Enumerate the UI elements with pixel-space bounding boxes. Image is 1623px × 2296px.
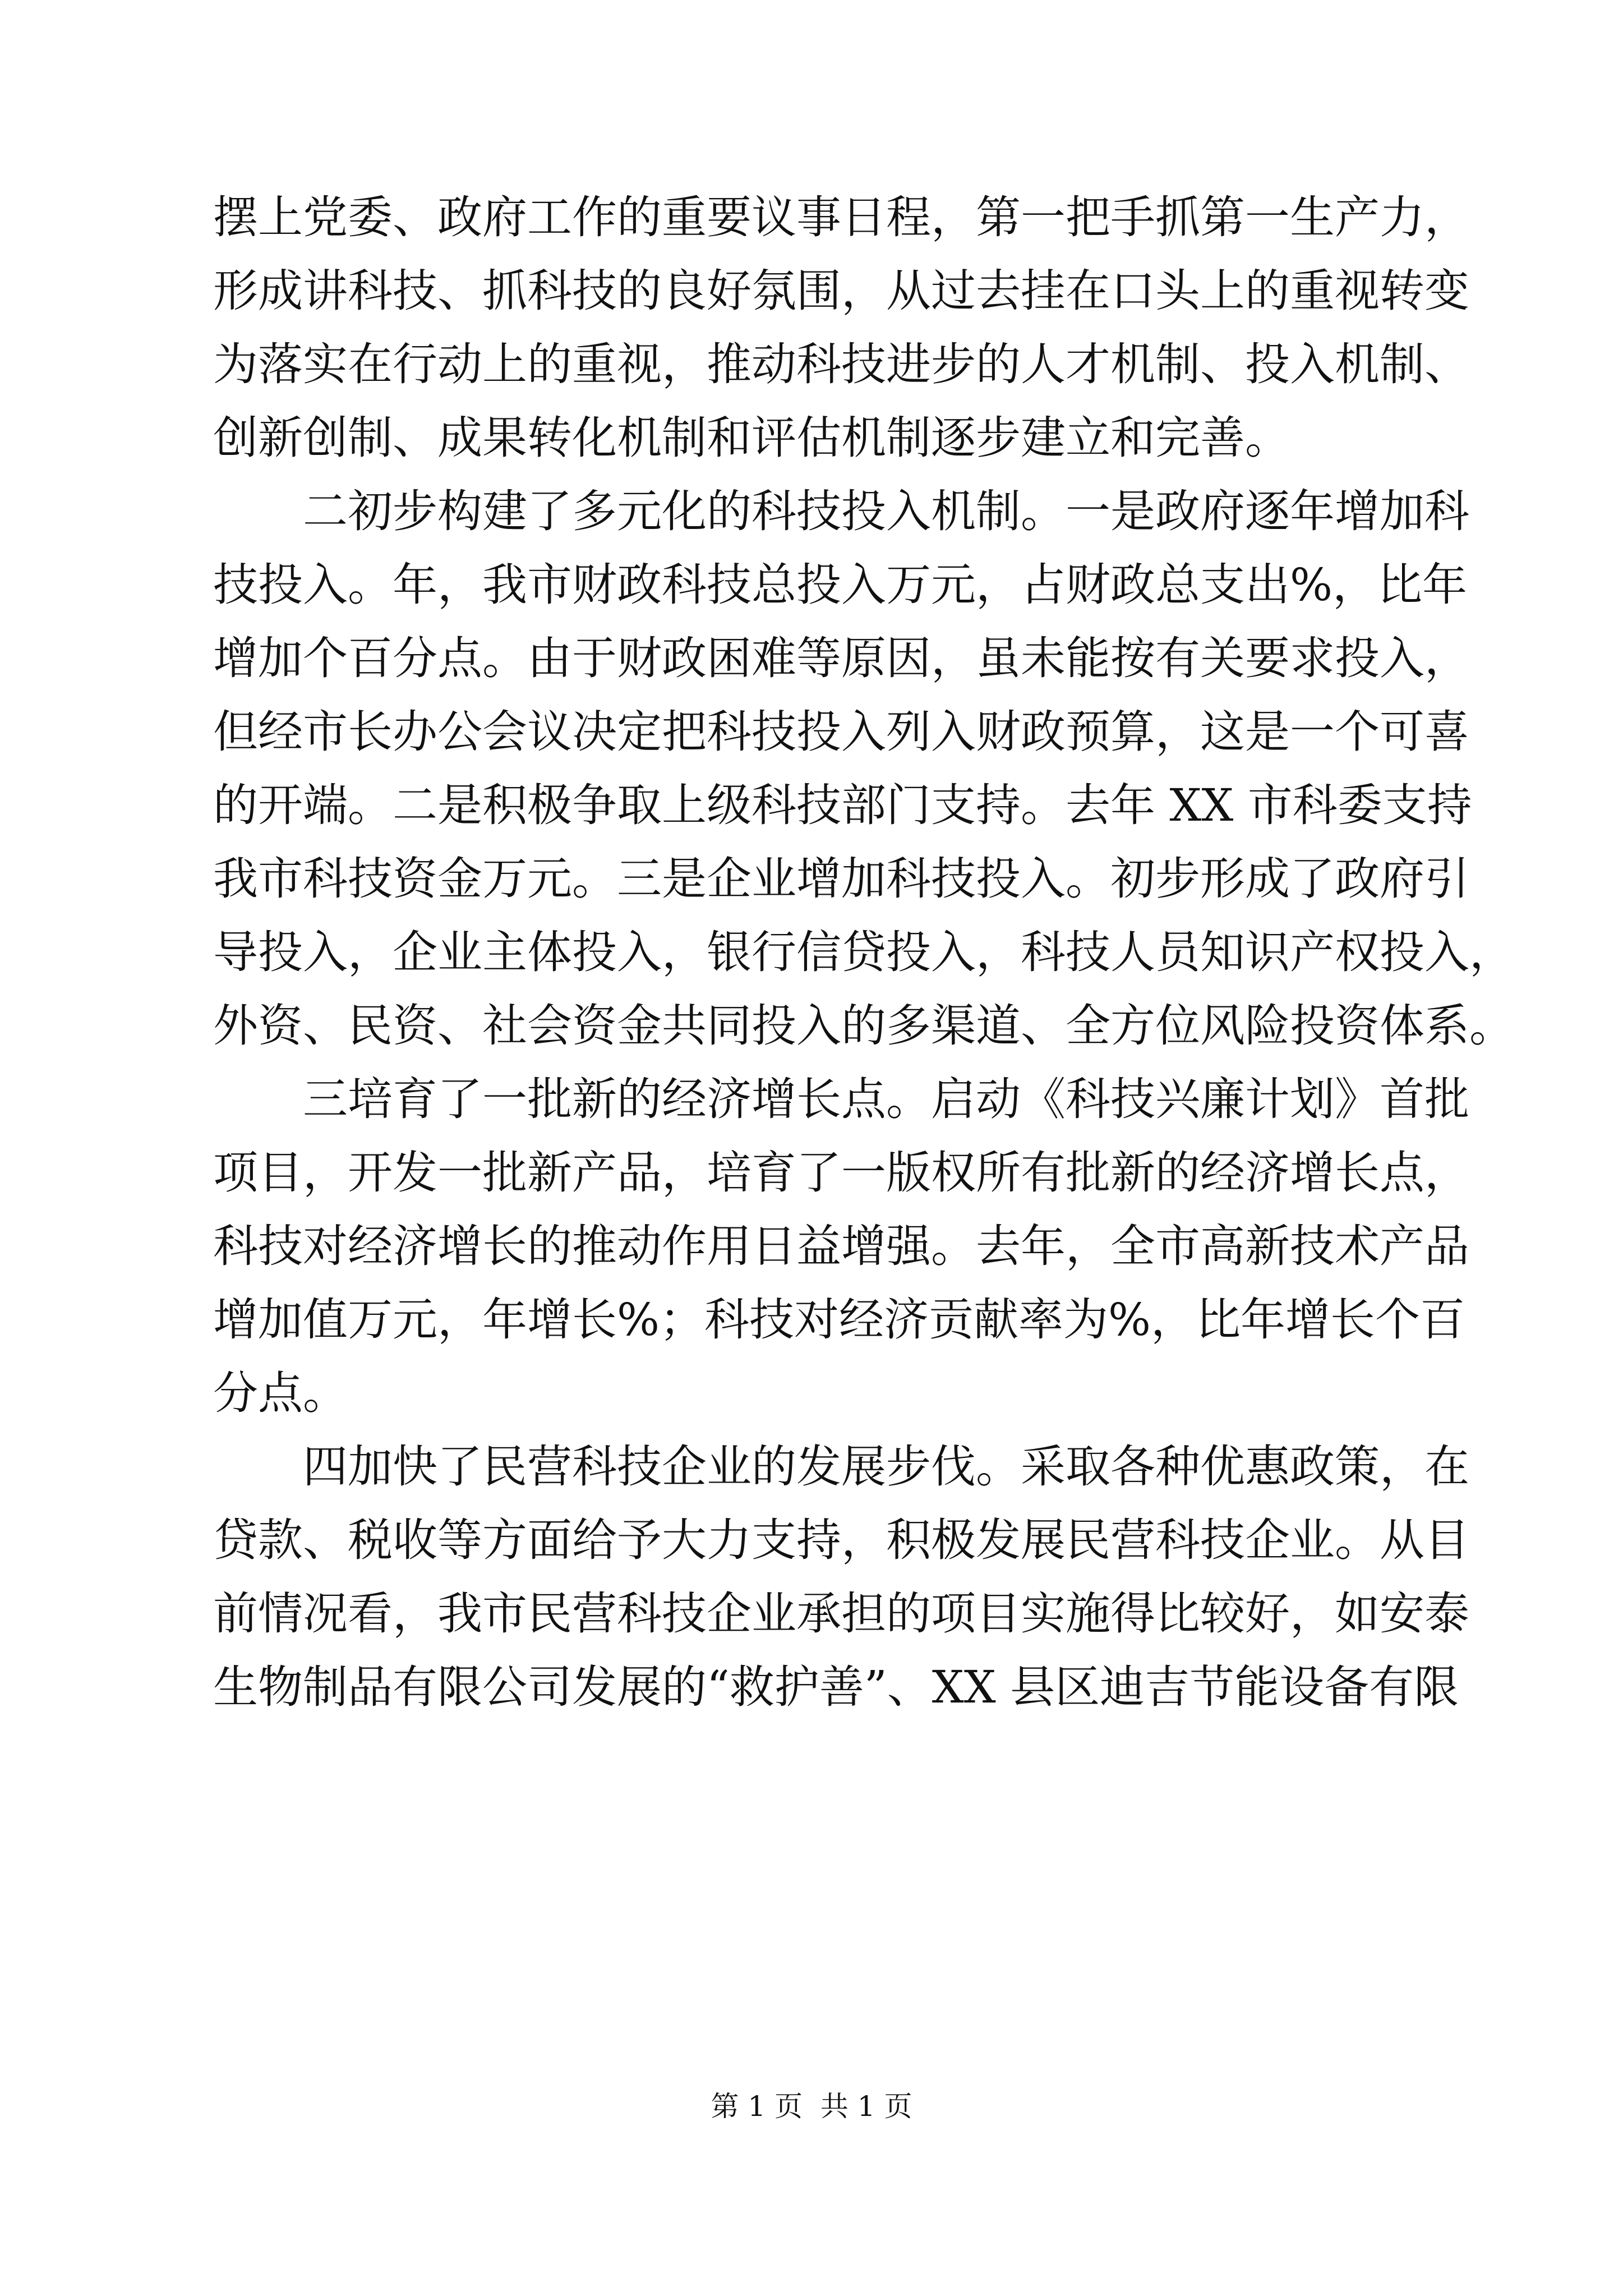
text-line: 增加值万元，年增长%；科技对经济贡献率为%，比年增长个百 <box>213 1294 1465 1346</box>
text-line: 形成讲科技、抓科技的良好氛围，从过去挂在口头上的重视转变 <box>213 265 1469 317</box>
text-line: 项目，开发一批新产品，培育了一版权所有批新的经济增长点， <box>213 1147 1469 1199</box>
text-line: 导投入，企业主体投入，银行信贷投入，科技人员知识产权投入， <box>213 926 1514 978</box>
text-line: 贷款、税收等方面给予大力支持，积极发展民营科技企业。从目 <box>213 1514 1469 1566</box>
text-line: 分点。 <box>213 1367 348 1419</box>
paragraph-first-line: 三培育了一批新的经济增长点。启动《科技兴廉计划》首批 <box>303 1073 1469 1125</box>
text-line: 科技对经济增长的推动作用日益增强。去年，全市高新技术产品 <box>213 1220 1469 1272</box>
text-line: 我市科技资金万元。三是企业增加科技投入。初步形成了政府引 <box>213 853 1469 905</box>
text-line: 增加个百分点。由于财政困难等原因，虽未能按有关要求投入， <box>213 632 1469 684</box>
text-line: 为落实在行动上的重视，推动科技进步的人才机制、投入机制、 <box>213 338 1469 390</box>
text-line: 的开端。二是积极争取上级科技部门支持。去年 XX 市科委支持 <box>213 779 1472 831</box>
page-footer: 第 1 页 共 1 页 <box>711 2090 912 2123</box>
text-line: 前情况看，我市民营科技企业承担的项目实施得比较好，如安泰 <box>213 1588 1469 1640</box>
text-line: 摆上党委、政府工作的重要议事日程，第一把手抓第一生产力， <box>213 191 1469 243</box>
text-line: 但经市长办公会议决定把科技投入列入财政预算，这是一个可喜 <box>213 706 1469 758</box>
text-line: 创新创制、成果转化机制和评估机制逐步建立和完善。 <box>213 412 1290 464</box>
paragraph-first-line: 四加快了民营科技企业的发展步伐。采取各种优惠政策，在 <box>303 1441 1469 1493</box>
text-line: 技投入。年，我市财政科技总投入万元，占财政总支出%，比年 <box>213 559 1468 611</box>
body-text <box>213 181 1514 1724</box>
text-line: 生物制品有限公司发展的“救护善”、XX 县区迪吉节能设备有限 <box>213 1661 1459 1713</box>
text-line: 外资、民资、社会资金共同投入的多渠道、全方位风险投资体系。 <box>213 1000 1514 1052</box>
paragraph-first-line: 二初步构建了多元化的科技投入机制。一是政府逐年增加科 <box>303 485 1469 537</box>
